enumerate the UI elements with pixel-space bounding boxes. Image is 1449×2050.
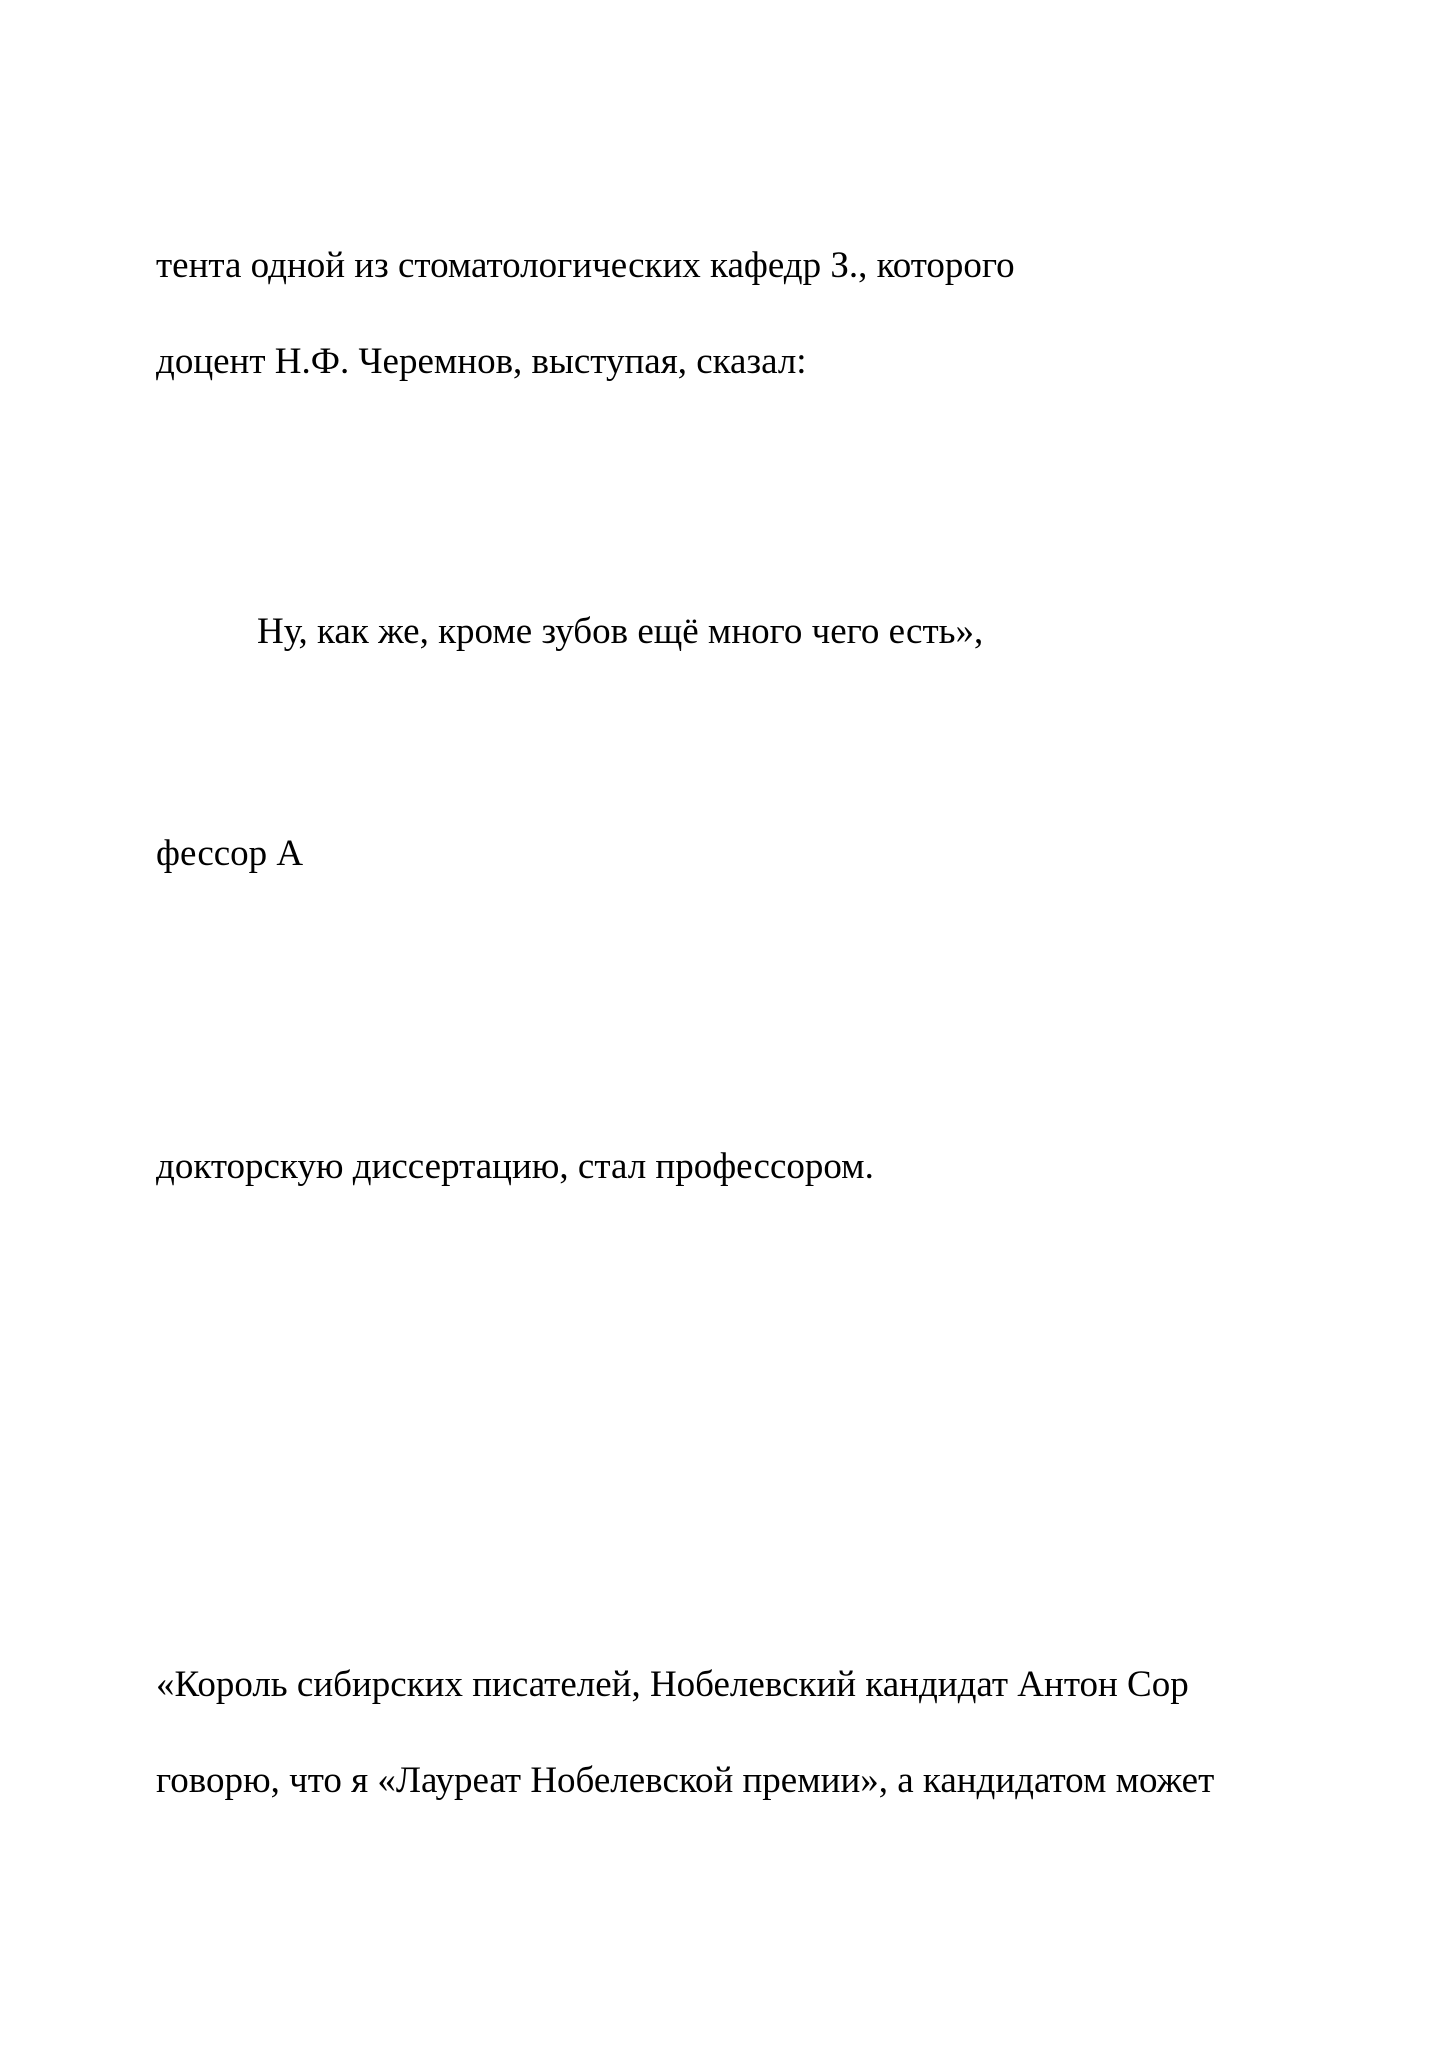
text-line-indented: Ну, как же, кроме зубов ещё много чего есть», bbox=[257, 611, 984, 652]
text-line: фессор А bbox=[156, 833, 304, 874]
text-line: тента одной из стоматологических кафедр З., которого bbox=[156, 245, 1015, 286]
text-line: доцент Н.Ф. Черемнов, выступая, сказал: bbox=[156, 341, 807, 382]
text-line: «Король сибирских писателей, Нобелевский кандидат Антон Сор bbox=[156, 1664, 1189, 1705]
text-line: докторскую диссертацию, стал профессором. bbox=[156, 1146, 874, 1187]
text-line: говорю, что я «Лауреат Нобелевской премии», а кандидатом может bbox=[156, 1760, 1215, 1801]
